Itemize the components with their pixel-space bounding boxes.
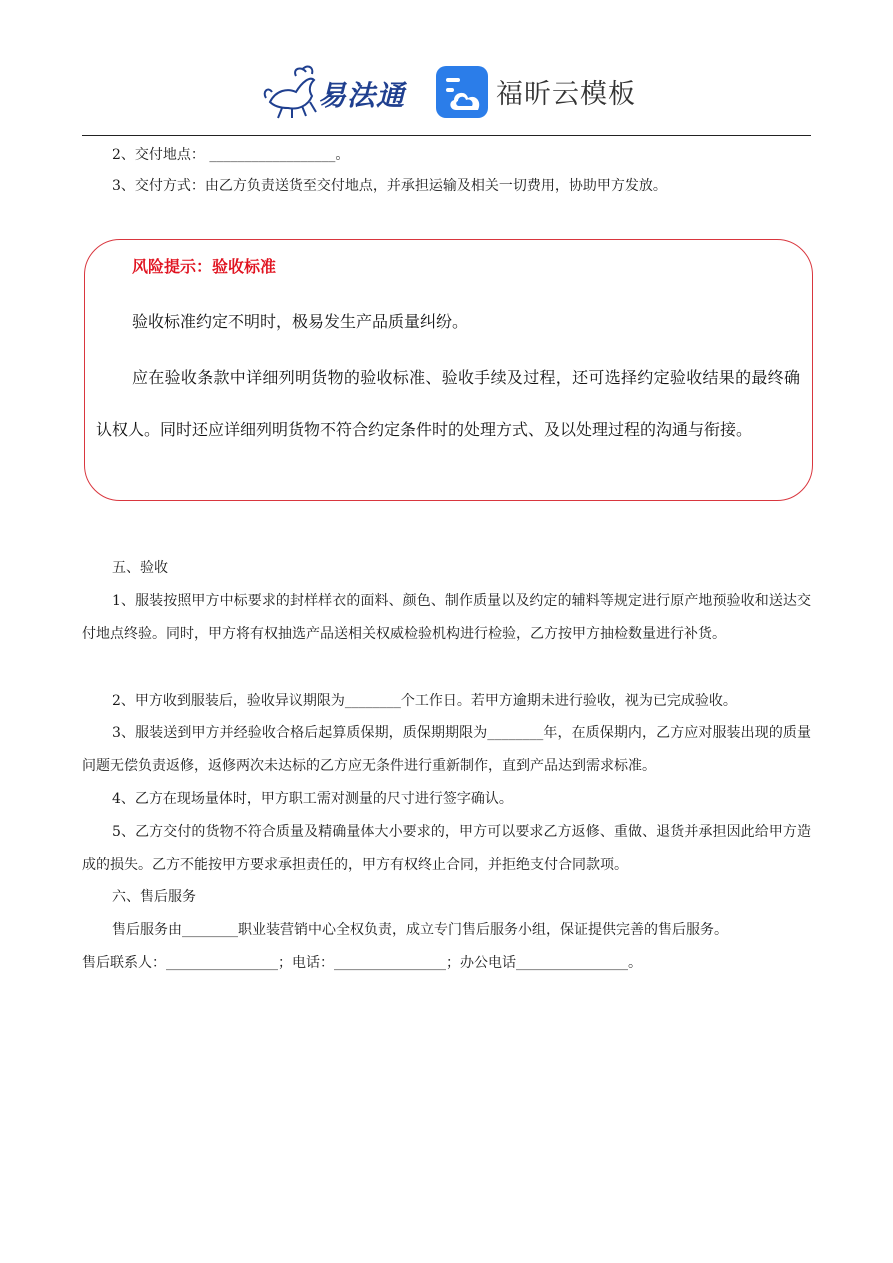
section5-item5: 5、乙方交付的货物不符合质量及精确量体大小要求的，甲方可以要求乙方返修、重做、退货并承担因此给甲方造成的损失。乙方不能按甲方要求承担责任的，甲方有权终止合同，并拒绝支付合同款项。 bbox=[82, 824, 811, 873]
section5-item4: 4、乙方在现场量体时，甲方职工需对测量的尺寸进行签字确认。 bbox=[112, 791, 513, 807]
risk-notice-summary: 验收标准约定不明时，极易发生产品质量纠纷。 bbox=[132, 312, 469, 331]
section5-item3: 3、服装送到甲方并经验收合格后起算质保期，质保期期限为________年，在质保期内，乙方应对服装出现的质量问题无偿负责返修，返修两次未达标的乙方应无条件进行重新制作，直到产品达到需求标准。 bbox=[82, 725, 811, 774]
foxit-template-logo-icon bbox=[436, 66, 488, 118]
section5-heading: 五、验收 bbox=[112, 560, 168, 576]
section5-item1: 1、服装按照甲方中标要求的封样样衣的面料、颜色、制作质量以及约定的辅料等规定进行原产地预验收和送达交付地点终验。同时，甲方将有权抽选产品送相关权威检验机构进行检验，乙方按甲方抽检数量进行补货。 bbox=[82, 593, 811, 642]
section6-heading: 六、售后服务 bbox=[112, 889, 196, 905]
brand-foxit-template: 福昕云模板 bbox=[496, 79, 636, 110]
section6-contact: 售后联系人：________________；电话：________________；办公电话________________。 bbox=[82, 955, 642, 971]
risk-notice-detail: 应在验收条款中详细列明货物的验收标准、验收手续及过程，还可选择约定验收结果的最终确认权人。同时还应详细列明货物不符合约定条件时的处理方式、及以处理过程的沟通与衔接。 bbox=[96, 368, 800, 439]
brand-yifatong: 易法通 bbox=[318, 79, 406, 112]
delivery-location: 2、交付地点： __________________。 bbox=[112, 147, 350, 163]
delivery-method: 3、交付方式：由乙方负责送货至交付地点，并承担运输及相关一切费用，协助甲方发放。 bbox=[112, 178, 667, 194]
section5-item2: 2、甲方收到服装后，验收异议期限为________个工作日。若甲方逾期未进行验收，视为已完成验收。 bbox=[112, 693, 737, 709]
section6-item1: 售后服务由________职业装营销中心全权负责，成立专门售后服务小组，保证提供完善的售后服务。 bbox=[112, 922, 728, 938]
page-header bbox=[0, 0, 893, 136]
header-divider bbox=[82, 135, 811, 136]
risk-notice-title: 风险提示：验收标准 bbox=[132, 257, 277, 276]
